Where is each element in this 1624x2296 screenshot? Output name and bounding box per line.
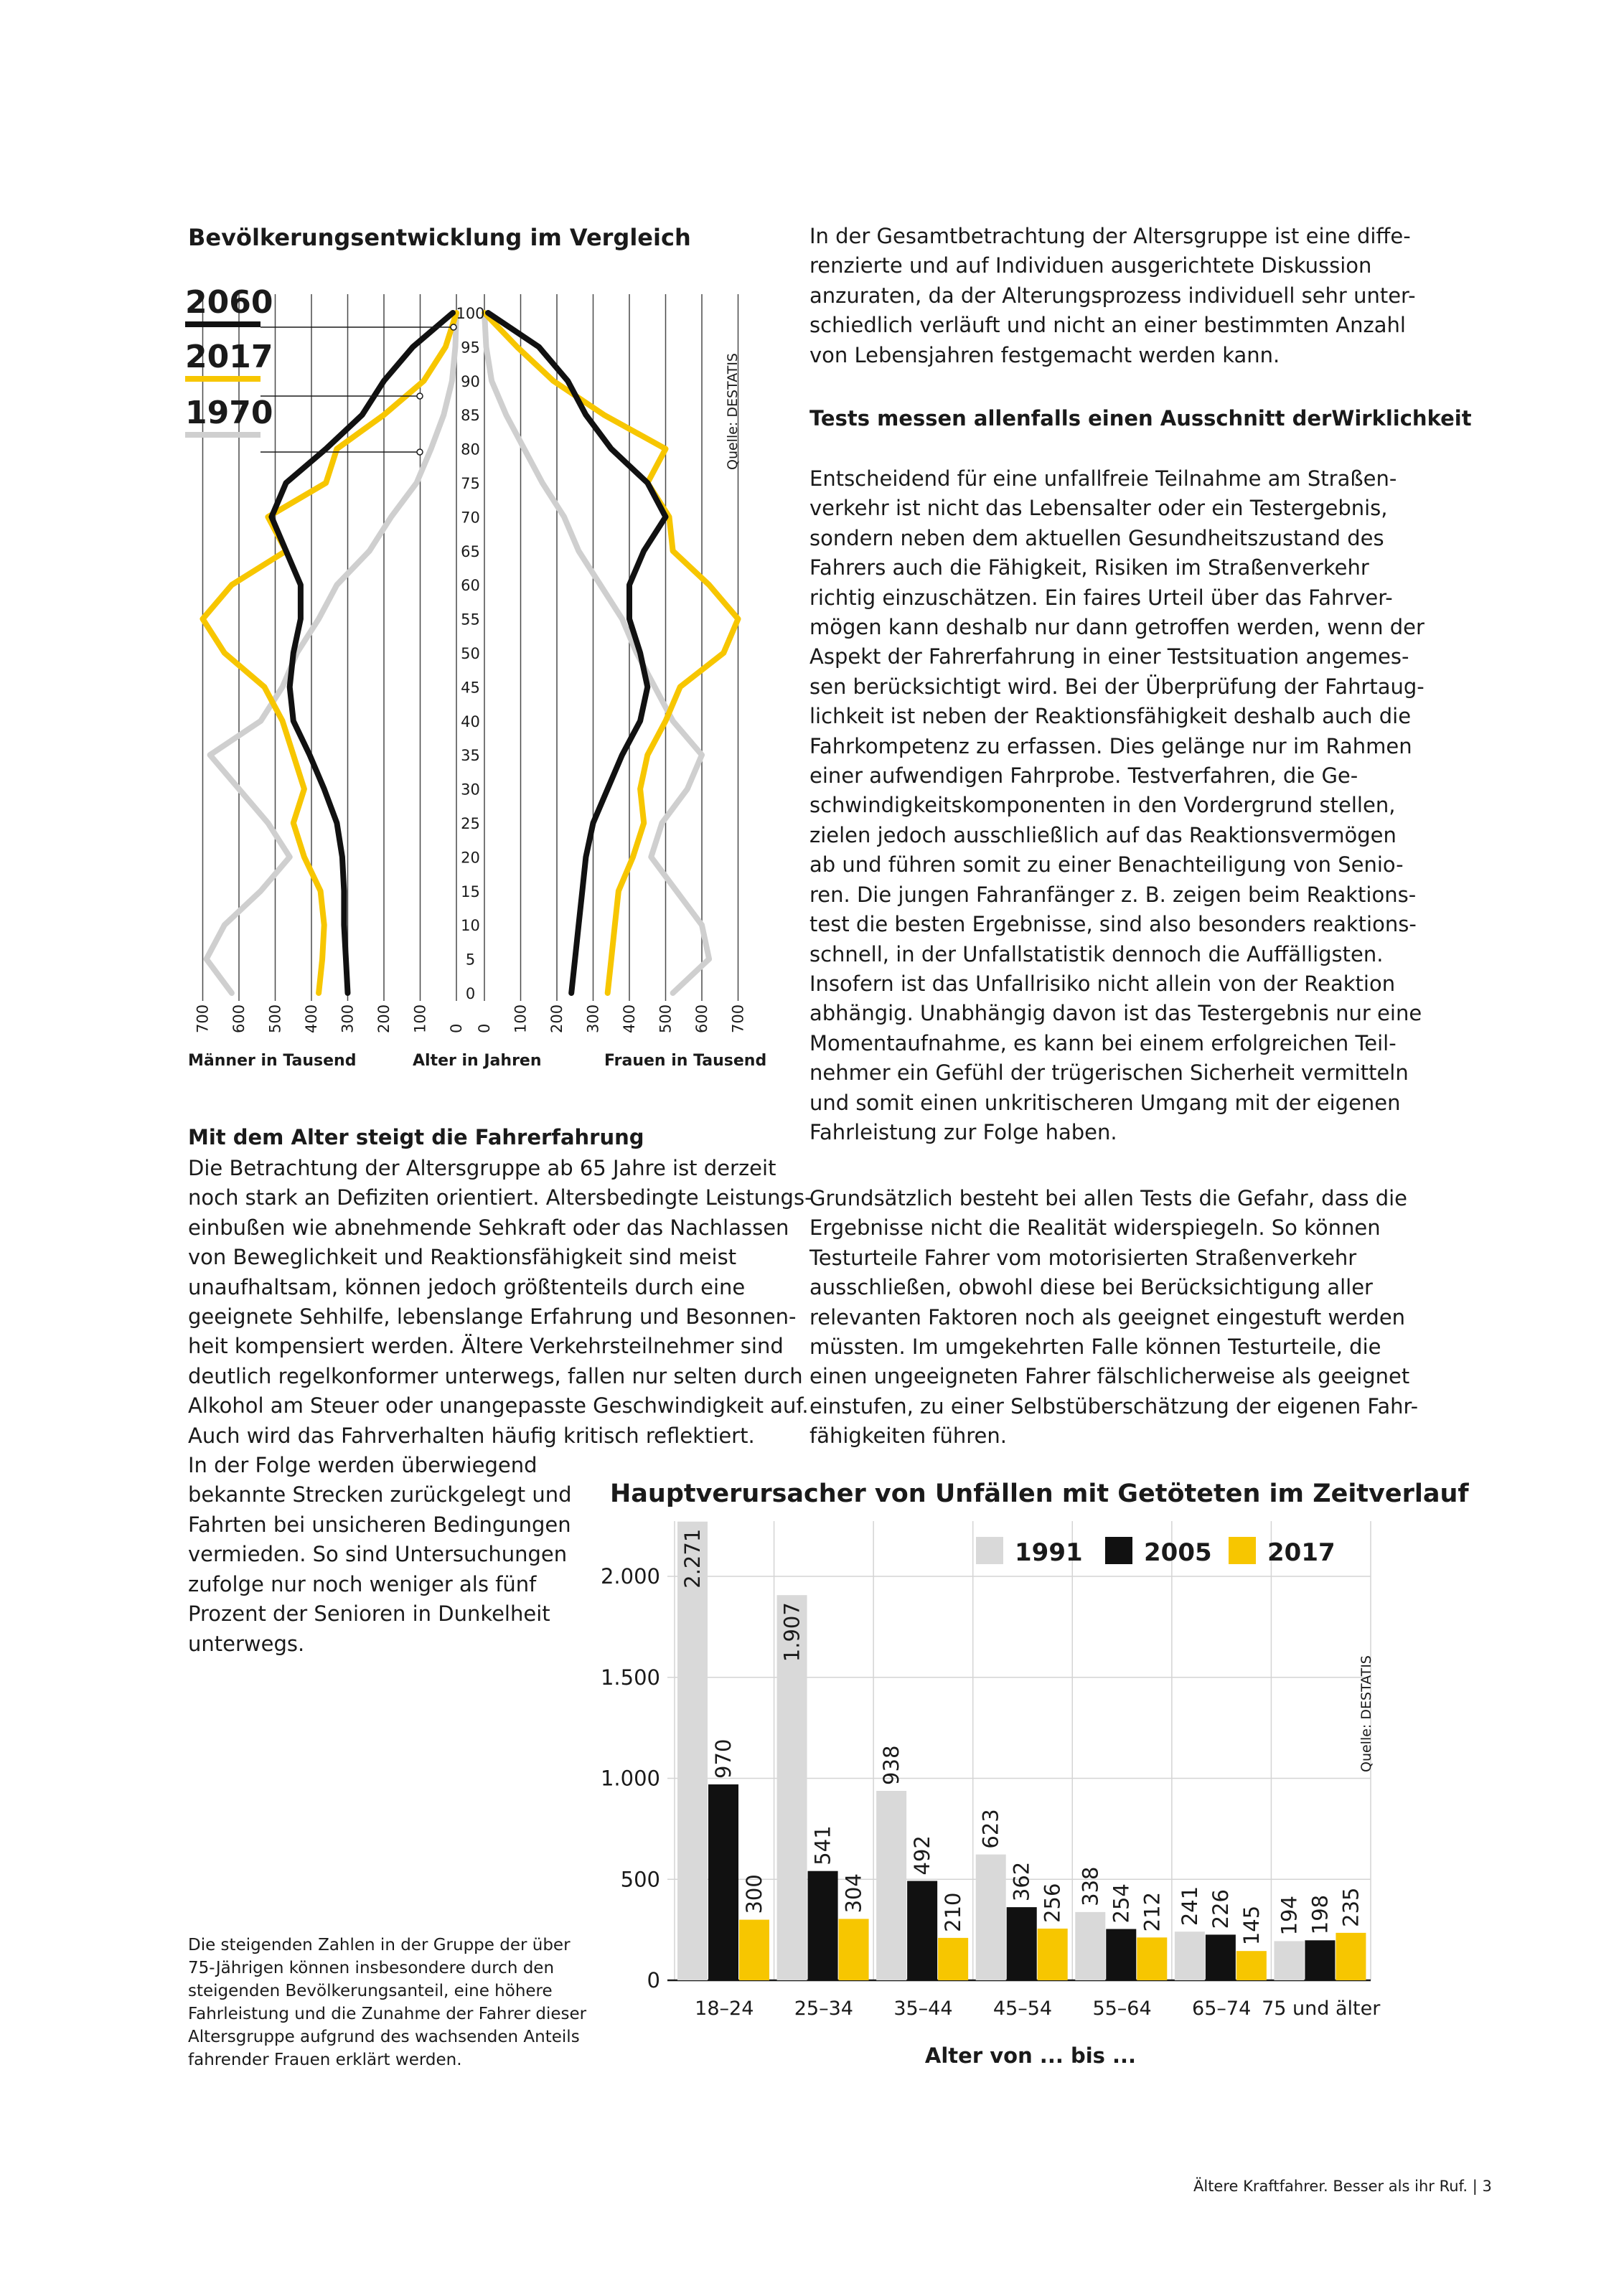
bar-category-label: 25–34 [794, 1998, 853, 2020]
caption-line: fahrender Frauen erklärt werden. [188, 2051, 462, 2069]
age-tick-label: 60 [461, 577, 480, 595]
label-men: Männer in Tausend [188, 1052, 357, 1070]
women-tick-label: 0 [476, 1023, 493, 1033]
second-paragraph-line: ausschließen, obwohl diese bei Berücksichtigung aller [809, 1275, 1373, 1300]
bar-y-tick: 1.000 [600, 1766, 660, 1791]
legend-swatch-2017 [1229, 1537, 1256, 1564]
intro-paragraph [809, 222, 1416, 370]
bar-category-label: 65–74 [1192, 1998, 1252, 2020]
tests-paragraph-line: einer aufwendigen Fahrprobe. Testverfahren, die Ge- [809, 763, 1358, 789]
tests-paragraph-line: und somit einen unkritischeren Umgang mit der eigenen [809, 1090, 1401, 1115]
age-tick-label: 85 [461, 407, 480, 425]
tests-paragraph-line: Fahrers auch die Fähigkeit, Risiken im Straßenverkehr [809, 555, 1369, 580]
bar-1991 [1274, 1941, 1304, 1980]
women-tick-label: 300 [584, 1004, 602, 1033]
left-heading: Mit dem Alter steigt die Fahrerfahrung [188, 1125, 644, 1149]
tests-paragraph-line: Momentaufnahme, es kann bei einem erfolgreichen Teil- [809, 1030, 1397, 1055]
age-tick-label: 25 [461, 815, 480, 832]
bar-value-label: 300 [742, 1874, 766, 1914]
bar-value-label: 145 [1239, 1905, 1264, 1946]
tests-paragraph-line: schwindigkeitskomponenten in den Vordergrund stellen, [809, 793, 1396, 818]
left-paragraph-line: Fahrten bei unsicheren Bedingungen [188, 1512, 571, 1537]
tests-heading [809, 404, 1472, 433]
bar-2017 [739, 1920, 769, 1980]
tests-paragraph-line: richtig einzuschätzen. Ein faires Urteil über das Fahrver- [809, 585, 1393, 610]
left-paragraph-line: unaufhaltsam, können jedoch größtenteils durch eine [188, 1274, 746, 1299]
footer [1193, 2178, 1492, 2195]
age-tick-label: 70 [461, 509, 480, 527]
men-tick-label: 500 [266, 1004, 284, 1033]
bar-1991 [677, 1522, 708, 1980]
bar-category-label: 35–44 [893, 1998, 953, 2020]
second-paragraph [809, 1184, 1418, 1452]
legend-swatch [185, 321, 261, 327]
bar-1991 [1175, 1932, 1205, 1980]
intro-line: In der Gesamtbetrachtung der Altersgruppe ist eine diffe- [809, 224, 1411, 248]
left-paragraph-line: Auch wird das Fahrverhalten häufig kritisch reflektiert. [188, 1423, 755, 1448]
legend-label-1991: 1991 [1015, 1538, 1083, 1567]
caption-line: 75-Jährigen können insbesondere durch den [188, 1959, 555, 1977]
bar-value-label: 226 [1208, 1889, 1233, 1929]
tests-paragraph-line: Fahrkompetenz zu erfassen. Dies gelänge nur im Rahmen [809, 733, 1412, 758]
caption-line: Die steigenden Zahlen in der Gruppe der über [188, 1936, 571, 1954]
tests-paragraph-line: schnell, in der Unfallstatistik dennoch die Auffälligsten. [809, 941, 1384, 966]
age-tick-label: 80 [461, 441, 480, 458]
bar-value-label: 541 [810, 1825, 835, 1866]
bar-2005 [808, 1871, 838, 1980]
legend-swatch [185, 376, 261, 382]
bar-value-label: 2.271 [680, 1528, 705, 1589]
footer-separator: | [1472, 2178, 1483, 2195]
bar-category-label: 55–64 [1092, 1998, 1152, 2020]
left-paragraph-line: unterwegs. [188, 1631, 305, 1656]
tests-paragraph-line: sen berücksichtigt wird. Bei der Überprüfung der Fahrtaug- [809, 674, 1424, 699]
bar-2005 [1106, 1929, 1136, 1980]
intro-line: schiedlich verläuft und nicht an einer bestimmten Anzahl [809, 313, 1406, 338]
bar-source: Quelle: DESTATIS [1358, 1655, 1374, 1772]
bar-2017 [1137, 1937, 1167, 1980]
legend-leader-dot [417, 449, 423, 455]
bar-y-tick: 500 [620, 1867, 660, 1892]
left-paragraph-line: von Beweglichkeit und Reaktionsfähigkeit sind meist [188, 1245, 737, 1270]
left-paragraph-line: zufolge nur noch weniger als fünf [188, 1571, 537, 1596]
tests-paragraph-line: ab und führen somit zu einer Benachteiligung von Senio- [809, 852, 1404, 878]
age-tick-label: 35 [461, 747, 480, 765]
bar-1991 [1075, 1912, 1105, 1980]
left-paragraph-line: einbußen wie abnehmende Sehkraft oder das Nachlassen [188, 1215, 789, 1240]
bar-2017 [1236, 1951, 1267, 1980]
bar-2017 [938, 1938, 968, 1980]
bar-2005 [1007, 1907, 1037, 1980]
bar-value-label: 241 [1177, 1886, 1202, 1926]
tests-paragraph [809, 464, 1424, 1147]
legend-label-2017: 2017 [1267, 1538, 1336, 1567]
bar-value-label: 235 [1338, 1887, 1363, 1927]
left-paragraph-line: deutlich regelkonformer unterwegs, fallen nur selten durch [188, 1363, 803, 1388]
accident-bar-chart [0, 1507, 1624, 2081]
tests-paragraph-line: verkehr ist nicht das Lebensalter oder ein Testergebnis, [809, 496, 1388, 521]
left-paragraph-line: vermieden. So sind Untersuchungen [188, 1542, 568, 1567]
bar-value-label: 212 [1140, 1891, 1165, 1932]
second-paragraph-line: müssten. Im umgekehrten Falle können Testurteile, die [809, 1335, 1381, 1360]
legend-swatch [185, 432, 261, 438]
second-paragraph-line: relevanten Faktoren noch als geeignet eingestuft werden [809, 1304, 1406, 1330]
age-tick-label: 5 [465, 951, 476, 969]
second-paragraph-line: Testurteile Fahrer vom motorisierten Straßenverkehr [809, 1245, 1357, 1270]
bar-value-label: 254 [1109, 1883, 1134, 1924]
bar-value-label: 938 [879, 1745, 904, 1785]
bar-value-label: 362 [1009, 1861, 1034, 1902]
bar-value-label: 304 [841, 1873, 866, 1914]
tests-paragraph-line: test die besten Ergebnisse, sind also besonders reaktions- [809, 912, 1417, 937]
bar-2005 [1305, 1940, 1335, 1980]
left-paragraph-line: Alkohol am Steuer oder unangepasste Geschwindigkeit auf. [188, 1393, 809, 1418]
age-tick-label: 75 [461, 475, 480, 492]
age-tick-label: 0 [465, 985, 476, 1002]
bar-y-tick: 2.000 [600, 1564, 660, 1589]
caption-line: steigenden Bevölkerungsanteil, eine höhere [188, 1982, 553, 2000]
age-tick-label: 100 [456, 305, 485, 322]
bar-1991 [976, 1855, 1006, 1980]
bar-value-label: 1.907 [779, 1602, 804, 1662]
left-paragraph-line: Die Betrachtung der Altersgruppe ab 65 Jahre ist derzeit [188, 1156, 776, 1180]
second-paragraph-line: fähigkeiten führen. [809, 1424, 1007, 1449]
bar-value-label: 338 [1078, 1866, 1103, 1906]
age-tick-label: 40 [461, 712, 480, 730]
bar-category-label: 75 und älter [1262, 1998, 1381, 2020]
second-paragraph-line: einen ungeeigneten Fahrer fälschlicherweise als geeignet [809, 1364, 1410, 1389]
age-tick-label: 50 [461, 645, 480, 662]
tests-paragraph-line: lichkeit ist neben der Reaktionsfähigkeit deshalb auch die [809, 704, 1412, 729]
tests-paragraph-line: Insofern ist das Unfallrisiko nicht allein von der Reaktion [809, 971, 1396, 996]
bar-value-label: 623 [978, 1809, 1003, 1849]
men-tick-label: 400 [303, 1004, 320, 1033]
legend-2060: 2060 [185, 284, 273, 321]
tests-heading-line: Tests messen allenfalls einen Ausschnitt der [809, 406, 1332, 430]
women-tick-label: 700 [729, 1004, 747, 1033]
men-tick-label: 600 [230, 1004, 248, 1033]
bar-2005 [1206, 1934, 1236, 1980]
legend-swatch-2005 [1105, 1537, 1132, 1564]
tests-paragraph-line: mögen kann deshalb nur dann getroffen werden, wenn der [809, 615, 1424, 640]
bar-value-label: 210 [941, 1892, 966, 1932]
left-paragraph-line: In der Folge werden überwiegend [188, 1453, 538, 1478]
intro-line: renzierte und auf Individuen ausgerichtete Diskussion [809, 253, 1372, 278]
left-paragraph-line: geeignete Sehhilfe, lebenslange Erfahrung und Besonnen- [188, 1304, 797, 1330]
legend-leader-dot [451, 324, 456, 330]
second-paragraph-line: Ergebnisse nicht die Realität widerspiegeln. So können [809, 1215, 1381, 1241]
bar-1991 [876, 1791, 906, 1980]
bar-xlabel: Alter von ... bis ... [924, 2043, 1137, 2068]
label-women: Frauen in Tausend [604, 1052, 767, 1070]
women-tick-label: 100 [512, 1004, 530, 1033]
men-tick-label: 200 [375, 1004, 393, 1033]
label-age: Alter in Jahren [413, 1052, 542, 1070]
legend-2017: 2017 [185, 339, 273, 375]
men-tick-label: 300 [339, 1004, 357, 1033]
bar-category-label: 45–54 [992, 1998, 1053, 2020]
series-1970-women [484, 313, 709, 993]
bar-value-label: 492 [910, 1835, 935, 1876]
caption-line: Fahrleistung und die Zunahme der Fahrer dieser [188, 2005, 587, 2023]
series-2017-women [484, 313, 738, 993]
caption-line: Altersgruppe aufgrund des wachsenden Anteils [188, 2028, 580, 2046]
age-tick-label: 65 [461, 542, 480, 560]
age-tick-label: 55 [461, 611, 480, 629]
footer-text: Ältere Kraftfahrer. Besser als ihr Ruf. [1193, 2178, 1468, 2195]
left-paragraph-line: Prozent der Senioren in Dunkelheit [188, 1601, 550, 1627]
age-tick-label: 95 [461, 339, 480, 357]
tests-paragraph-line: Entscheidend für eine unfallfreie Teilnahme am Straßen- [809, 466, 1397, 491]
second-paragraph-line: Grundsätzlich besteht bei allen Tests die Gefahr, dass die [809, 1186, 1407, 1210]
age-tick-label: 45 [461, 679, 480, 697]
tests-paragraph-line: abhängig. Unabhängig davon ist das Testergebnis nur eine [809, 1001, 1422, 1026]
series-2060-women [488, 313, 666, 993]
tests-paragraph-line: nehmer ein Gefühl der trügerischen Sicherheit vermitteln [809, 1060, 1409, 1086]
bar-2017 [839, 1919, 869, 1980]
women-tick-label: 600 [693, 1004, 710, 1033]
bar-value-label: 194 [1277, 1896, 1302, 1936]
bar-y-tick: 1.500 [600, 1665, 660, 1690]
tests-paragraph-line: zielen jedoch ausschließlich auf das Reaktionsvermögen [809, 822, 1397, 847]
pyramid-source: Quelle: DESTATIS [725, 353, 741, 470]
tests-heading-line: Wirklichkeit [1331, 406, 1472, 430]
legend-1970: 1970 [185, 395, 273, 431]
left-paragraph-line: noch stark an Defiziten orientiert. Altersbedingte Leistungs- [188, 1185, 812, 1210]
men-tick-label: 0 [448, 1023, 465, 1033]
tests-paragraph-line: Aspekt der Fahrerfahrung in einer Testsituation angemes- [809, 644, 1409, 669]
legend-label-2005: 2005 [1144, 1538, 1212, 1567]
bar-chart-title: Hauptverursacher von Unfällen mit Getöteten im Zeitverlauf [610, 1479, 1469, 1508]
pyramid-title: Bevölkerungsentwicklung im Vergleich [188, 224, 691, 251]
men-tick-label: 100 [411, 1004, 429, 1033]
bar-2017 [1336, 1933, 1366, 1980]
bar-y-tick: 0 [647, 1968, 660, 1992]
bar-value-label: 198 [1308, 1894, 1333, 1935]
population-pyramid-chart [0, 0, 789, 1091]
tests-paragraph-line: sondern neben dem aktuellen Gesundheitszustand des [809, 525, 1384, 550]
bar-2005 [907, 1881, 937, 1980]
intro-line: von Lebensjahren festgemacht werden kann. [809, 342, 1280, 367]
women-tick-label: 500 [657, 1004, 675, 1033]
women-tick-label: 200 [548, 1004, 565, 1033]
age-tick-label: 30 [461, 781, 480, 799]
age-tick-label: 90 [461, 372, 480, 390]
tests-paragraph-line: Fahrleistung zur Folge haben. [809, 1119, 1117, 1144]
second-paragraph-line: einstufen, zu einer Selbstüberschätzung der eigenen Fahr- [809, 1393, 1419, 1418]
bar-value-label: 970 [711, 1739, 736, 1779]
bar-value-label: 256 [1040, 1883, 1065, 1923]
women-tick-label: 400 [621, 1004, 638, 1033]
bar-2017 [1038, 1929, 1068, 1980]
left-paragraph-line: bekannte Strecken zurückgelegt und [188, 1482, 572, 1507]
left-paragraph-line: heit kompensiert werden. Ältere Verkehrsteilnehmer sind [188, 1334, 784, 1359]
bar-category-label: 18–24 [695, 1998, 754, 2020]
intro-line: anzuraten, da der Alterungsprozess individuell sehr unter- [809, 283, 1416, 308]
bar-2005 [708, 1784, 738, 1980]
age-tick-label: 20 [461, 849, 480, 867]
age-tick-label: 15 [461, 883, 480, 900]
men-tick-label: 700 [194, 1004, 212, 1033]
tests-paragraph-line: ren. Die jungen Fahranfänger z. B. zeigen beim Reaktions- [809, 882, 1417, 907]
page-number: 3 [1482, 2178, 1492, 2195]
age-tick-label: 10 [461, 917, 480, 935]
legend-swatch-1991 [976, 1537, 1003, 1564]
legend-leader-dot [417, 393, 423, 399]
